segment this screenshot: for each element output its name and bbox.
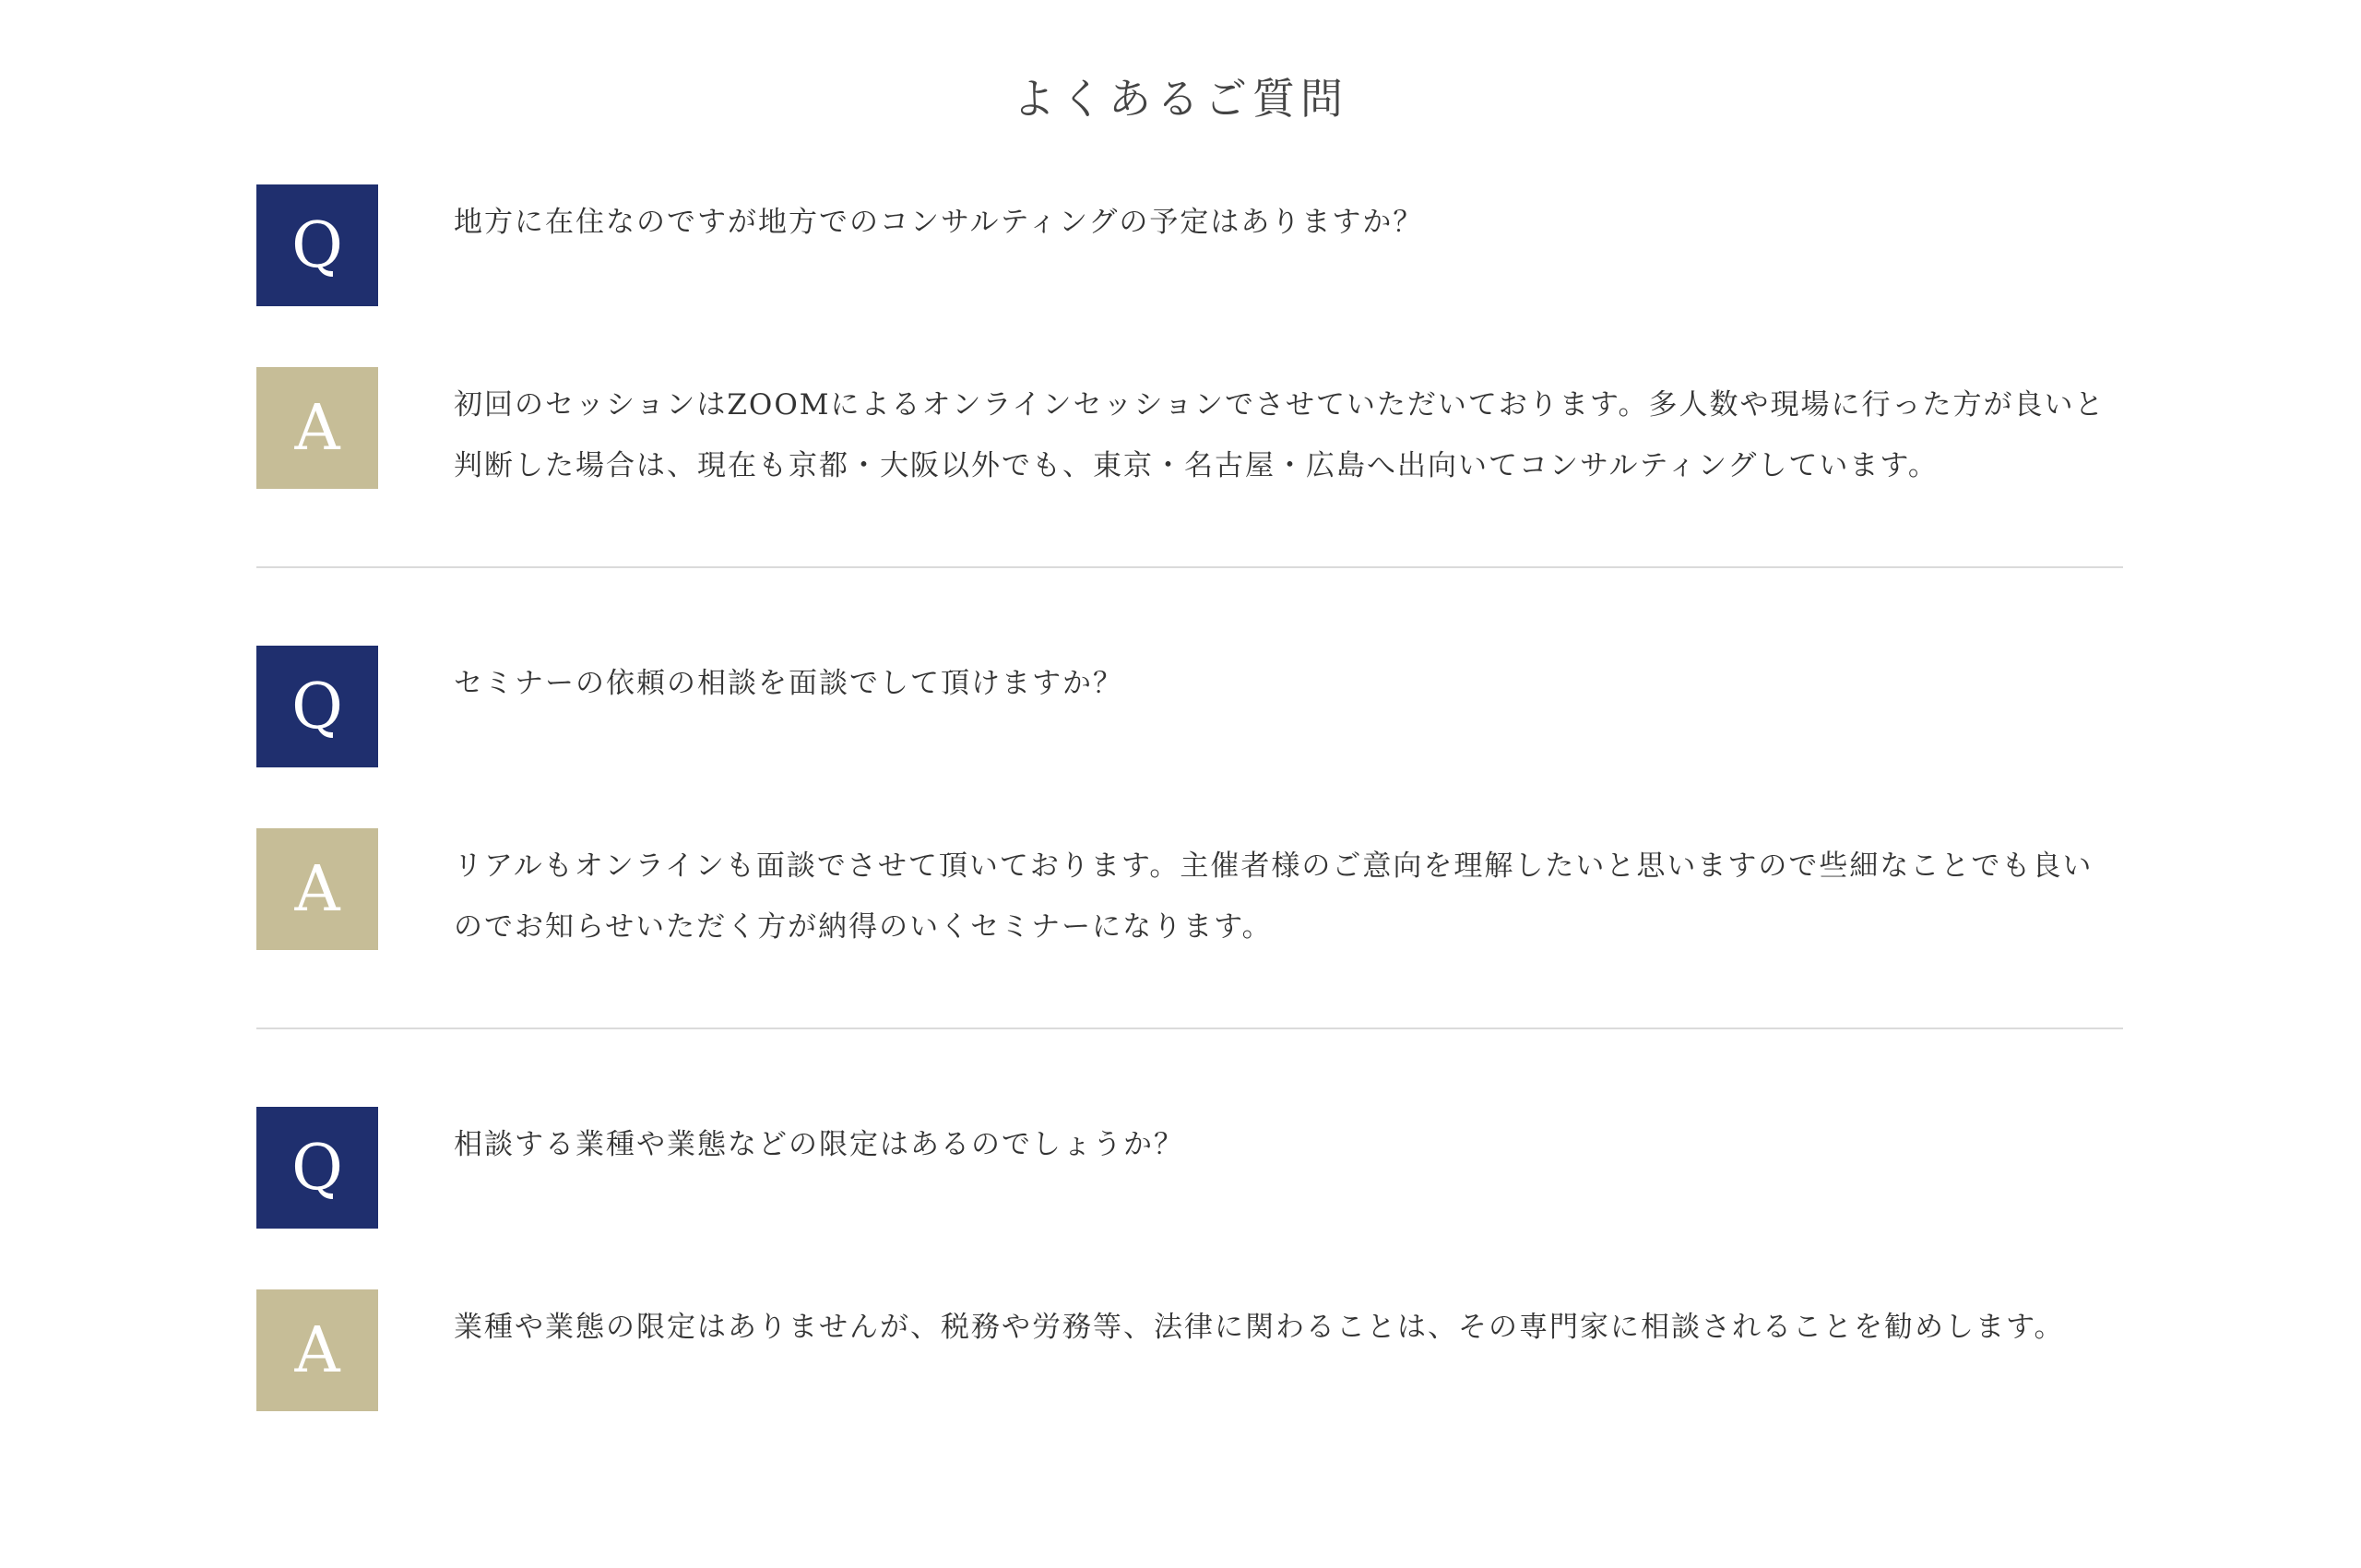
faq-divider (256, 1028, 2123, 1029)
faq-answer-text: リアルもオンラインも面談でさせて頂いております。主催者様のご意向を理解したいと思いますので些細なことでも良いのでお知らせいただく方が納得のいくセミナーになります。 (454, 849, 2094, 944)
faq-question-text: 地方に在住なのですが地方でのコンサルティングの予定はありますか？ (454, 206, 1424, 239)
faq-item (256, 1107, 2123, 1568)
page-title: よくあるご質問 (1013, 73, 1348, 124)
question-badge: Q (256, 1107, 378, 1229)
answer-badge: A (256, 367, 378, 489)
faq-divider (256, 566, 2123, 568)
question-badge: Q (256, 184, 378, 306)
faq-list (256, 184, 2123, 1568)
question-badge: Q (256, 646, 378, 767)
faq-item (256, 184, 2123, 646)
answer-badge: A (256, 1289, 378, 1411)
faq-answer-text: 業種や業態の限定はありませんが、税務や労務等、法律に関わることは、その専門家に相談されることを勧めします。 (454, 1311, 2065, 1344)
faq-item (256, 646, 2123, 1107)
answer-badge: A (256, 828, 378, 950)
faq-answer-text: 初回のセッションはZOOMによるオンラインセッションでさせていただいております。多人数や現場に行った方が良いと判断した場合は、現在も京都・大阪以外でも、東京・名古屋・広島へ出向いてコンサルティングしています。 (454, 388, 2106, 482)
faq-question-text: 相談する業種や業態などの限定はあるのでしょうか？ (454, 1128, 1184, 1161)
faq-question-text: セミナーの依頼の相談を面談でして頂けますか？ (454, 667, 1123, 700)
